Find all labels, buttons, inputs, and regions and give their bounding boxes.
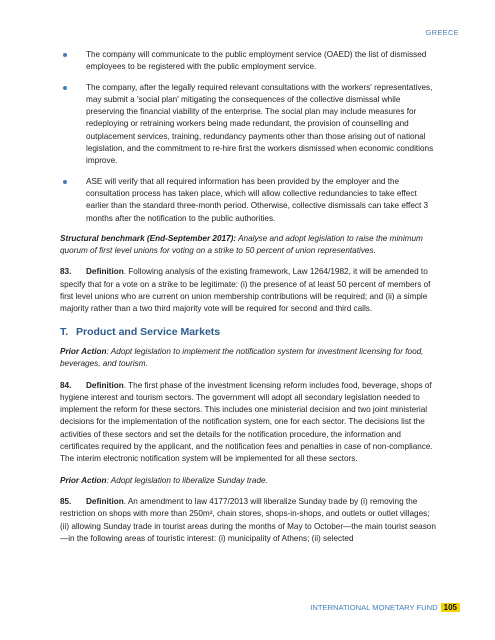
paragraph-text: . The first phase of the investment licensing reform includes food, beverage, shops of hygiene interest and tourism sectors. The government will adopt all secondary legislation needed to implement the reform for these sectors. This includes one ministerial decision and two joint ministerial decisions for the implementation of the notification system, one for each sector. The decisions list the activities of these sectors and set the details for the notification procedure, the information and certificates required by the applicant, and the notification fees and penalties in case of non-compliance. The interim electronic notification system will be implemented for all these sectors. — [60, 380, 433, 464]
paragraph-number: 84. — [60, 380, 72, 390]
section-heading — [60, 326, 440, 338]
paragraph-text: . An amendment to law 4177/2013 will liberalize Sunday trade by (i) removing the restriction on shops with more than 250m², chain stores, shops-in-shops, and outlets or outlet villages; (ii) allowing Sunday trade in tourist areas during the months of May to October—the main tourist season—in the following areas of touristic interest: (i) municipality of Athens; (ii) selected — [60, 496, 436, 543]
bullet-text: The company, after the legally required relevant consultations with the workers' representatives, may submit a 'social plan' mitigating the consequences of the collective dismissal while preserving the financial viability of the enterprise. The social plan may include measures for redeploying or retraining workers being made redundant, the provision of counselling and outplacement services, training, redundancy payments other than those arising out of national legislation, and the commitment to re-hire first the workers dismissed when economic conditions improve. — [86, 82, 434, 166]
structural-benchmark-label: Structural benchmark (End-September 2017): — [60, 233, 237, 243]
footer-org: INTERNATIONAL MONETARY FUND — [310, 603, 438, 612]
page-footer — [310, 603, 460, 612]
bullet-item — [60, 176, 440, 225]
paragraph-term: Definition — [86, 380, 124, 390]
bullet-icon — [63, 180, 67, 184]
bullet-icon — [63, 86, 67, 90]
paragraph-number: 85. — [60, 496, 72, 506]
page-number: 105 — [441, 603, 460, 612]
paragraph-term: Definition — [86, 267, 124, 277]
page-body — [60, 49, 440, 554]
prior-action-text: : Adopt legislation to liberalize Sunday trade. — [106, 475, 268, 485]
prior-action-1 — [60, 346, 440, 371]
section-letter: T. — [60, 325, 69, 338]
paragraph-number: 83. — [60, 267, 72, 277]
structural-benchmark — [60, 233, 440, 258]
bullet-text: ASE will verify that all required information has been provided by the employer and the consultation process has taken place, which will allow collective redundancies to take effect earlier than the standard three-month period. Otherwise, collective dismissals can take effect 3 months after the notification to the public authorities. — [86, 176, 429, 223]
bullet-item — [60, 49, 440, 74]
bullet-icon — [63, 53, 67, 57]
prior-action-label: Prior Action — [60, 346, 107, 356]
paragraph-84 — [60, 380, 440, 466]
paragraph-text: . Following analysis of the existing framework, Law 1264/1982, it will be amended to specify that for a vote on a strike to be legitimate: (i) the presence of at least 50 percent of members of first level unions who are current on union membership contributions will be required; and (ii) a simple majority rather than a two third majority vote will be required for second and third calls. — [60, 267, 431, 314]
paragraph-term: Definition — [86, 496, 124, 506]
prior-action-2 — [60, 475, 440, 487]
running-header-country: GREECE — [425, 28, 459, 37]
section-title: Product and Service Markets — [76, 325, 221, 338]
prior-action-label: Prior Action — [60, 475, 107, 485]
paragraph-83 — [60, 266, 440, 315]
paragraph-85 — [60, 496, 440, 545]
bullet-text: The company will communicate to the public employment service (OAED) the list of dismissed employees to be registered with the public employment service. — [86, 50, 427, 72]
prior-action-text: : Adopt legislation to implement the notification system for investment licensing for food, beverages, and tourism. — [60, 346, 424, 369]
bullet-item — [60, 82, 440, 168]
structural-benchmark-text: Analyse and adopt legislation to raise the minimum quorum of first level unions for voting on a strike to 50 percent of union representatives. — [60, 233, 423, 256]
